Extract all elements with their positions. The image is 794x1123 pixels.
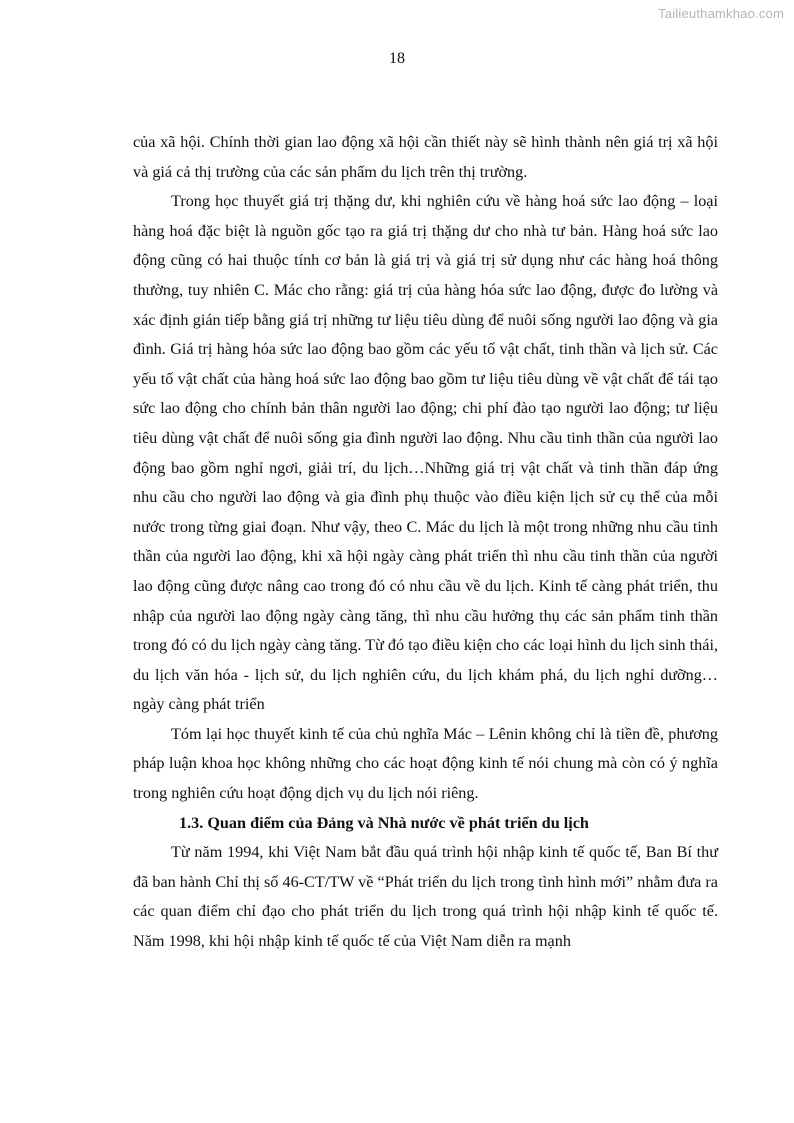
paragraph-2: Trong học thuyết giá trị thặng dư, khi nghiên cứu về hàng hoá sức lao động – loại hàng hoá đặc biệt là nguồn gốc tạo ra giá trị thặng dư cho nhà tư bản. Hàng hoá sức lao động cũng có hai thuộc tính cơ bản là giá trị và giá trị sử dụng như các hàng hoá thông thường, tuy nhiên C. Mác cho rằng: giá trị của hàng hóa sức lao động, được đo lường và xác định gián tiếp bằng giá trị những tư liệu tiêu dùng để nuôi sống người lao động và gia đình. Giá trị hàng hóa sức lao động bao gồm các yếu tố vật chất, tinh thần và lịch sử. Các yếu tố vật chất của hàng hoá sức lao động bao gồm tư liệu tiêu dùng về vật chất để tái tạo sức lao động cho chính bản thân người lao động; chi phí đào tạo người lao động; tư liệu tiêu dùng vật chất để nuôi sống gia đình người lao động. Nhu cầu tinh thần của người lao động bao gồm nghỉ ngơi, giải trí, du lịch…Những giá trị vật chất và tinh thần đáp ứng nhu cầu cho người lao động và gia đình phụ thuộc vào điều kiện lịch sử cụ thể của mỗi nước trong từng giai đoạn. Như vậy, theo C. Mác du lịch là một trong những nhu cầu tinh thần của người lao động, khi xã hội ngày càng phát triển thì nhu cầu tinh thần của người lao động cũng được nâng cao trong đó có nhu cầu về du lịch. Kinh tế càng phát triển, thu nhập của người lao động ngày càng tăng, thì nhu cầu hưởng thụ các sản phẩm tinh thần trong đó có du lịch ngày càng tăng. Từ đó tạo điều kiện cho các loại hình du lịch sinh thái, du lịch văn hóa - lịch sử, du lịch nghiên cứu, du lịch khám phá, du lịch nghỉ dưỡng… ngày càng phát triển <box>133 192 718 714</box>
watermark-text: Tailieuthamkhao.com <box>658 6 784 21</box>
paragraph-4: Từ năm 1994, khi Việt Nam bắt đầu quá trình hội nhập kinh tế quốc tế, Ban Bí thư đã ban hành Chỉ thị số 46-CT/TW về “Phát triển du lịch trong tình hình mới” nhằm đưa ra các quan điểm chỉ đạo cho phát triển du lịch trong quá trình hội nhập kinh tế quốc tế. Năm 1998, khi hội nhập kinh tế quốc tế của Việt Nam diễn ra mạnh <box>133 843 718 951</box>
paragraph-1: của xã hội. Chính thời gian lao động xã hội cần thiết này sẽ hình thành nên giá trị xã hội và giá cả thị trường của các sản phẩm du lịch trên thị trường. <box>133 133 718 181</box>
paragraph-3: Tóm lại học thuyết kinh tế của chủ nghĩa Mác – Lênin không chỉ là tiền đề, phương pháp luận khoa học không những cho các hoạt động kinh tế nói chung mà còn có ý nghĩa trong nghiên cứu hoạt động dịch vụ du lịch nói riêng. <box>133 724 718 803</box>
document-body <box>133 128 718 957</box>
section-heading: 1.3. Quan điểm của Đảng và Nhà nước về phát triển du lịch <box>179 813 589 832</box>
page-number: 18 <box>389 50 405 67</box>
